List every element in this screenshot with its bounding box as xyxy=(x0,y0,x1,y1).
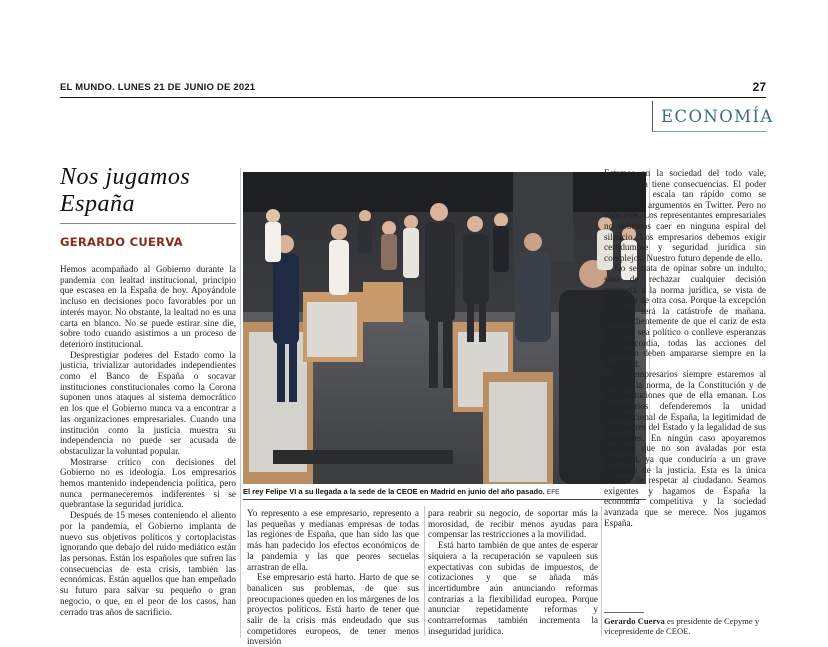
column-divider xyxy=(601,506,602,636)
paragraph: Ese empresario está harto. Harto de que se banalicen sus problemas, de que sus preocupaciones queden en los márgenes de los proyectos políticos. Está harto de tener que salir de la crisis más endeudado que sus competidores europeos, de tener menos inversión xyxy=(247,572,419,647)
paragraph: Hemos acompañado al Gobierno durante la pandemia con lealtad institucional, principio que escasea en la España de hoy. Apoyándole incluso en decisiones poco favorables por un interés mayor. No obstante, la lealtad no es una carta en blanco. No se puede estirar sine die, sobre todo cuando asistimos a un proceso de deterioro institucional. xyxy=(60,264,236,349)
paragraph: Los empresarios siempre estaremos al lado de la norma, de la Constitución y de las instituciones que de ella emanan. Los empresarios defenderemos la unidad constitucional de España, la legitimidad de los poderes del Estado y la legalidad de sus decisiones. En ningún caso apoyaremos acciones que no son avaladas por esta legalidad, ya que conduciría a un grave deterioro de la justicia. Esta es la única manera de respetar al ciudadano. Seamos exigentes y hagamos de España la economía competitiva y la sociedad avanzada que se merece. Nos jugamos España. xyxy=(604,369,766,528)
header-rule xyxy=(60,97,766,98)
title-line-2: España xyxy=(60,191,135,217)
column-divider xyxy=(240,168,241,638)
publication-date: EL MUNDO. LUNES 21 DE JUNIO DE 2021 xyxy=(60,82,256,93)
article-column-2 xyxy=(247,508,419,647)
paragraph: Yo represento a ese empresario, represento a las pequeñas y medianas empresas de todas las regiones de España, que han sido las que más han padecido los efectos económicos de la pandemia y las que peores secuelas arrastran de ella. xyxy=(247,508,419,572)
photo-image xyxy=(243,172,646,484)
news-photo xyxy=(243,172,646,484)
paragraph: para reabrir su negocio, de soportar más la morosidad, de recibir menos ayudas para compensar las restricciones a la movilidad. xyxy=(428,508,598,540)
caption-text: El rey Felipe VI a su llegada a la sede de la CEOE en Madrid en junio del año pasado. xyxy=(243,487,545,496)
caption-rule xyxy=(243,499,646,500)
paragraph: Desprestigiar poderes del Estado como la justicia, trivializar autoridades independientes como el Banco de España o socavar instituciones constitucionales como la Corona suponen unos ataques al sistema democrático en los que el Gobierno nunca va a encontrar a las organizaciones empresariales. Cuando una institución como la justicia muestra su independencia no puede ser acusada de obstaculizar la voluntad popular. xyxy=(60,349,236,456)
paragraph: Estamos en la sociedad del todo vale, donde nada tiene consecuencias. El poder del olvido escala tan rápido como se acortan los argumentos en Twitter. Pero no todo vale. Los representantes empresariales no debemos caer en ninguna espiral del silencio. Los empresarios debemos exigir certidumbre y seguridad jurídica sin complejos. Nuestro futuro depende de ello. xyxy=(604,168,766,263)
column-divider xyxy=(424,506,425,636)
article-title xyxy=(60,164,236,218)
article-column-1 xyxy=(60,264,236,617)
title-rule xyxy=(60,223,236,224)
article-column-3 xyxy=(428,508,598,636)
article-column-4 xyxy=(604,168,766,528)
paragraph: No se trata de opinar sobre un indulto, sino de rechazar cualquier decisión contraria a la norma jurídica, se vista de indulto o de otra cosa. Porque la excepción de hoy será la catástrofe de mañana. Independientemente de que el cariz de esta decisión sea político o conlleve esperanzas de concordia, todas las acciones del Gobierno deben ampararse siempre en la legalidad. xyxy=(604,263,766,369)
section-label: ECONOMÍA xyxy=(661,107,774,126)
title-line-1: Nos jugamos xyxy=(60,164,191,190)
paragraph: Está harto también de que antes de esperar siquiera a la recuperación se vapuleen sus expectativas con subidas de impuestos, de cotizaciones y que se añada más incertidumbre aún anunciando reformas contrarias a la flexibilidad europea. Porque anunciar repetidamente reformas y contrarreformas también incrementa la inseguridad jurídica. xyxy=(428,540,598,636)
signature-rule xyxy=(604,612,644,613)
paragraph: Mostrarse crítico con decisiones del Gobierno no es ideología. Los empresarios hemos mantenido independencia política, pero nunca permaneceremos indiferentes si se quebrantase la seguridad jurídica. xyxy=(60,456,236,510)
signature-name: Gerardo Cuerva xyxy=(604,616,665,626)
author-signature xyxy=(604,616,766,636)
author-byline: GERARDO CUERVA xyxy=(60,235,183,249)
photo-caption xyxy=(243,487,646,497)
page-number: 27 xyxy=(752,80,766,94)
paragraph: Después de 15 meses conteniendo el aliento por la pandemia, el Gobierno implanta de nuevo sus objetivos políticos y cortoplacistas ignorando que debajo del ruido mediático están las personas. Están los españoles que sufren las consecuencias de esta crisis, también las económicas. Están aquellos que han empeñado su futuro para salvar su pequeño o gran negocio, o que, en el peor de los casos, han cerrado tras años de sacrificio. xyxy=(60,510,236,617)
caption-credit: EFE xyxy=(546,489,560,496)
signature-text: es presidente de Cepyme y vicepresidente de CEOE. xyxy=(604,616,760,636)
section-box xyxy=(652,101,774,132)
